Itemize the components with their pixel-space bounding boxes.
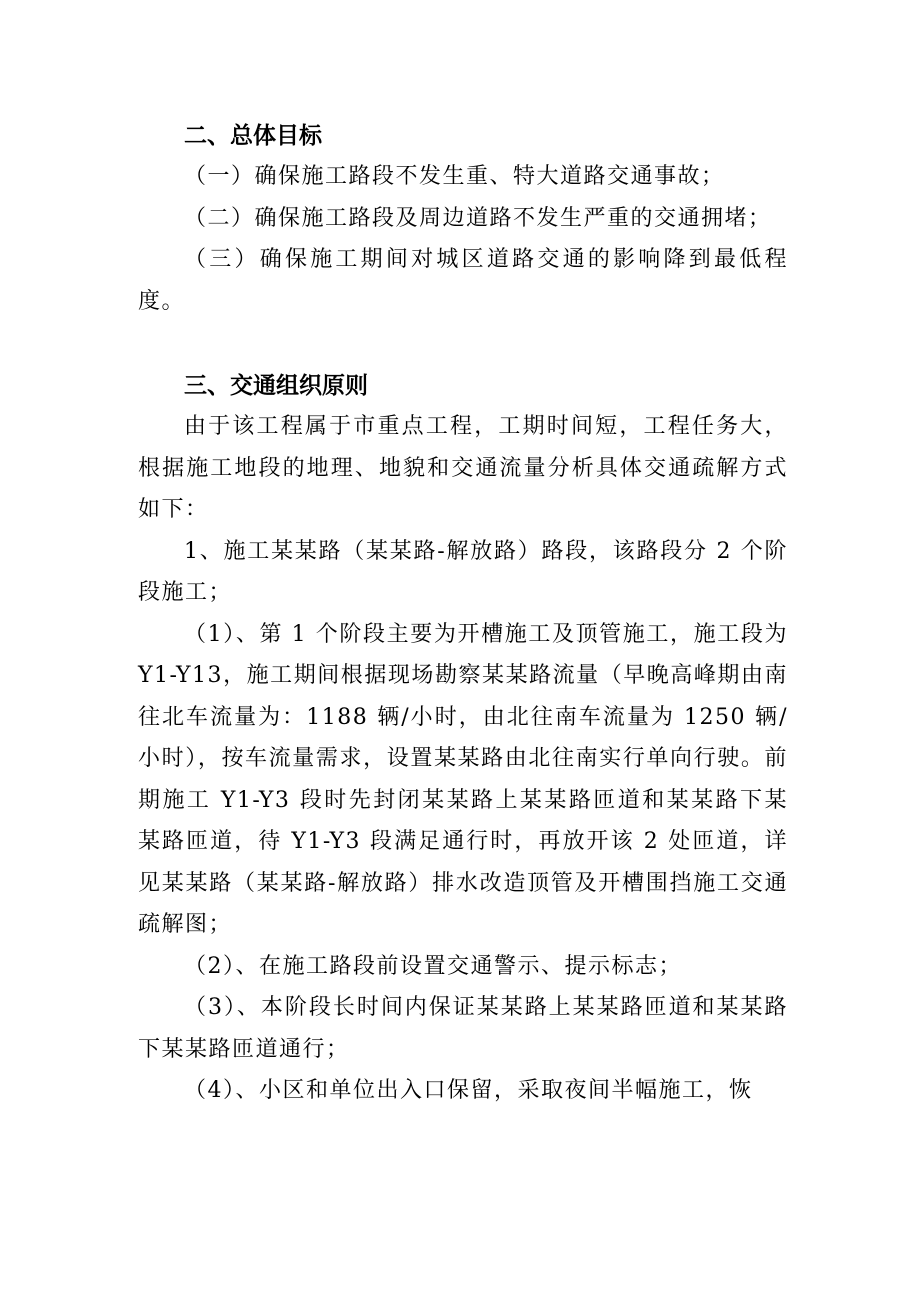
stage-paragraph: 1、施工某某路（某某路-解放路）路段，该路段分 2 个阶段施工； (138, 538, 788, 605)
goal-item-1: （一）确保施工路段不发生重、特大道路交通事故； (184, 164, 725, 189)
intro-paragraph: 由于该工程属于市重点工程，工期时间短，工程任务大，根据施工地段的地理、地貌和交通流量分析具体交通疏解方式如下： (138, 414, 788, 522)
stage-1-paragraph: （1）、第 1 个阶段主要为开槽施工及顶管施工，施工段为 Y1-Y13，施工期间根据现场勘察某某路流量（早晚高峰期由南往北车流量为：1188 辆/小时，由北往南车流量为 1250 辆/小时），按车流量需求，设置某某路由北往南实行单向行驶。前期施工 Y1-Y3 段时先封闭某某路上某某路匝道和某某路下某某路匝道，待 Y1-Y3 段满足通行时，再放开该 2 处匝道，详见某某路（某某路-解放路）排水改造顶管及开槽围挡施工交通疏解图； (138, 621, 788, 937)
stage-4-paragraph: （4）、小区和单位出入口保留，采取夜间半幅施工，恢 (184, 1078, 753, 1103)
stage-2-paragraph: （2）、在施工路段前设置交通警示、提示标志； (184, 953, 682, 979)
section-2-heading: 二、总体目标 (184, 123, 322, 149)
document-page (138, 118, 788, 1112)
stage-3-paragraph: （3）、本阶段长时间内保证某某路上某某路匝道和某某路下某某路匝道通行； (138, 995, 788, 1062)
section-3-heading: 三、交通组织原则 (184, 373, 368, 399)
goal-item-2: （二）确保施工路段及周边道路不发生严重的交通拥堵； (184, 205, 772, 231)
goal-item-3: （三）确保施工期间对城区道路交通的影响降到最低程度。 (138, 247, 788, 314)
section-gap (138, 322, 788, 368)
